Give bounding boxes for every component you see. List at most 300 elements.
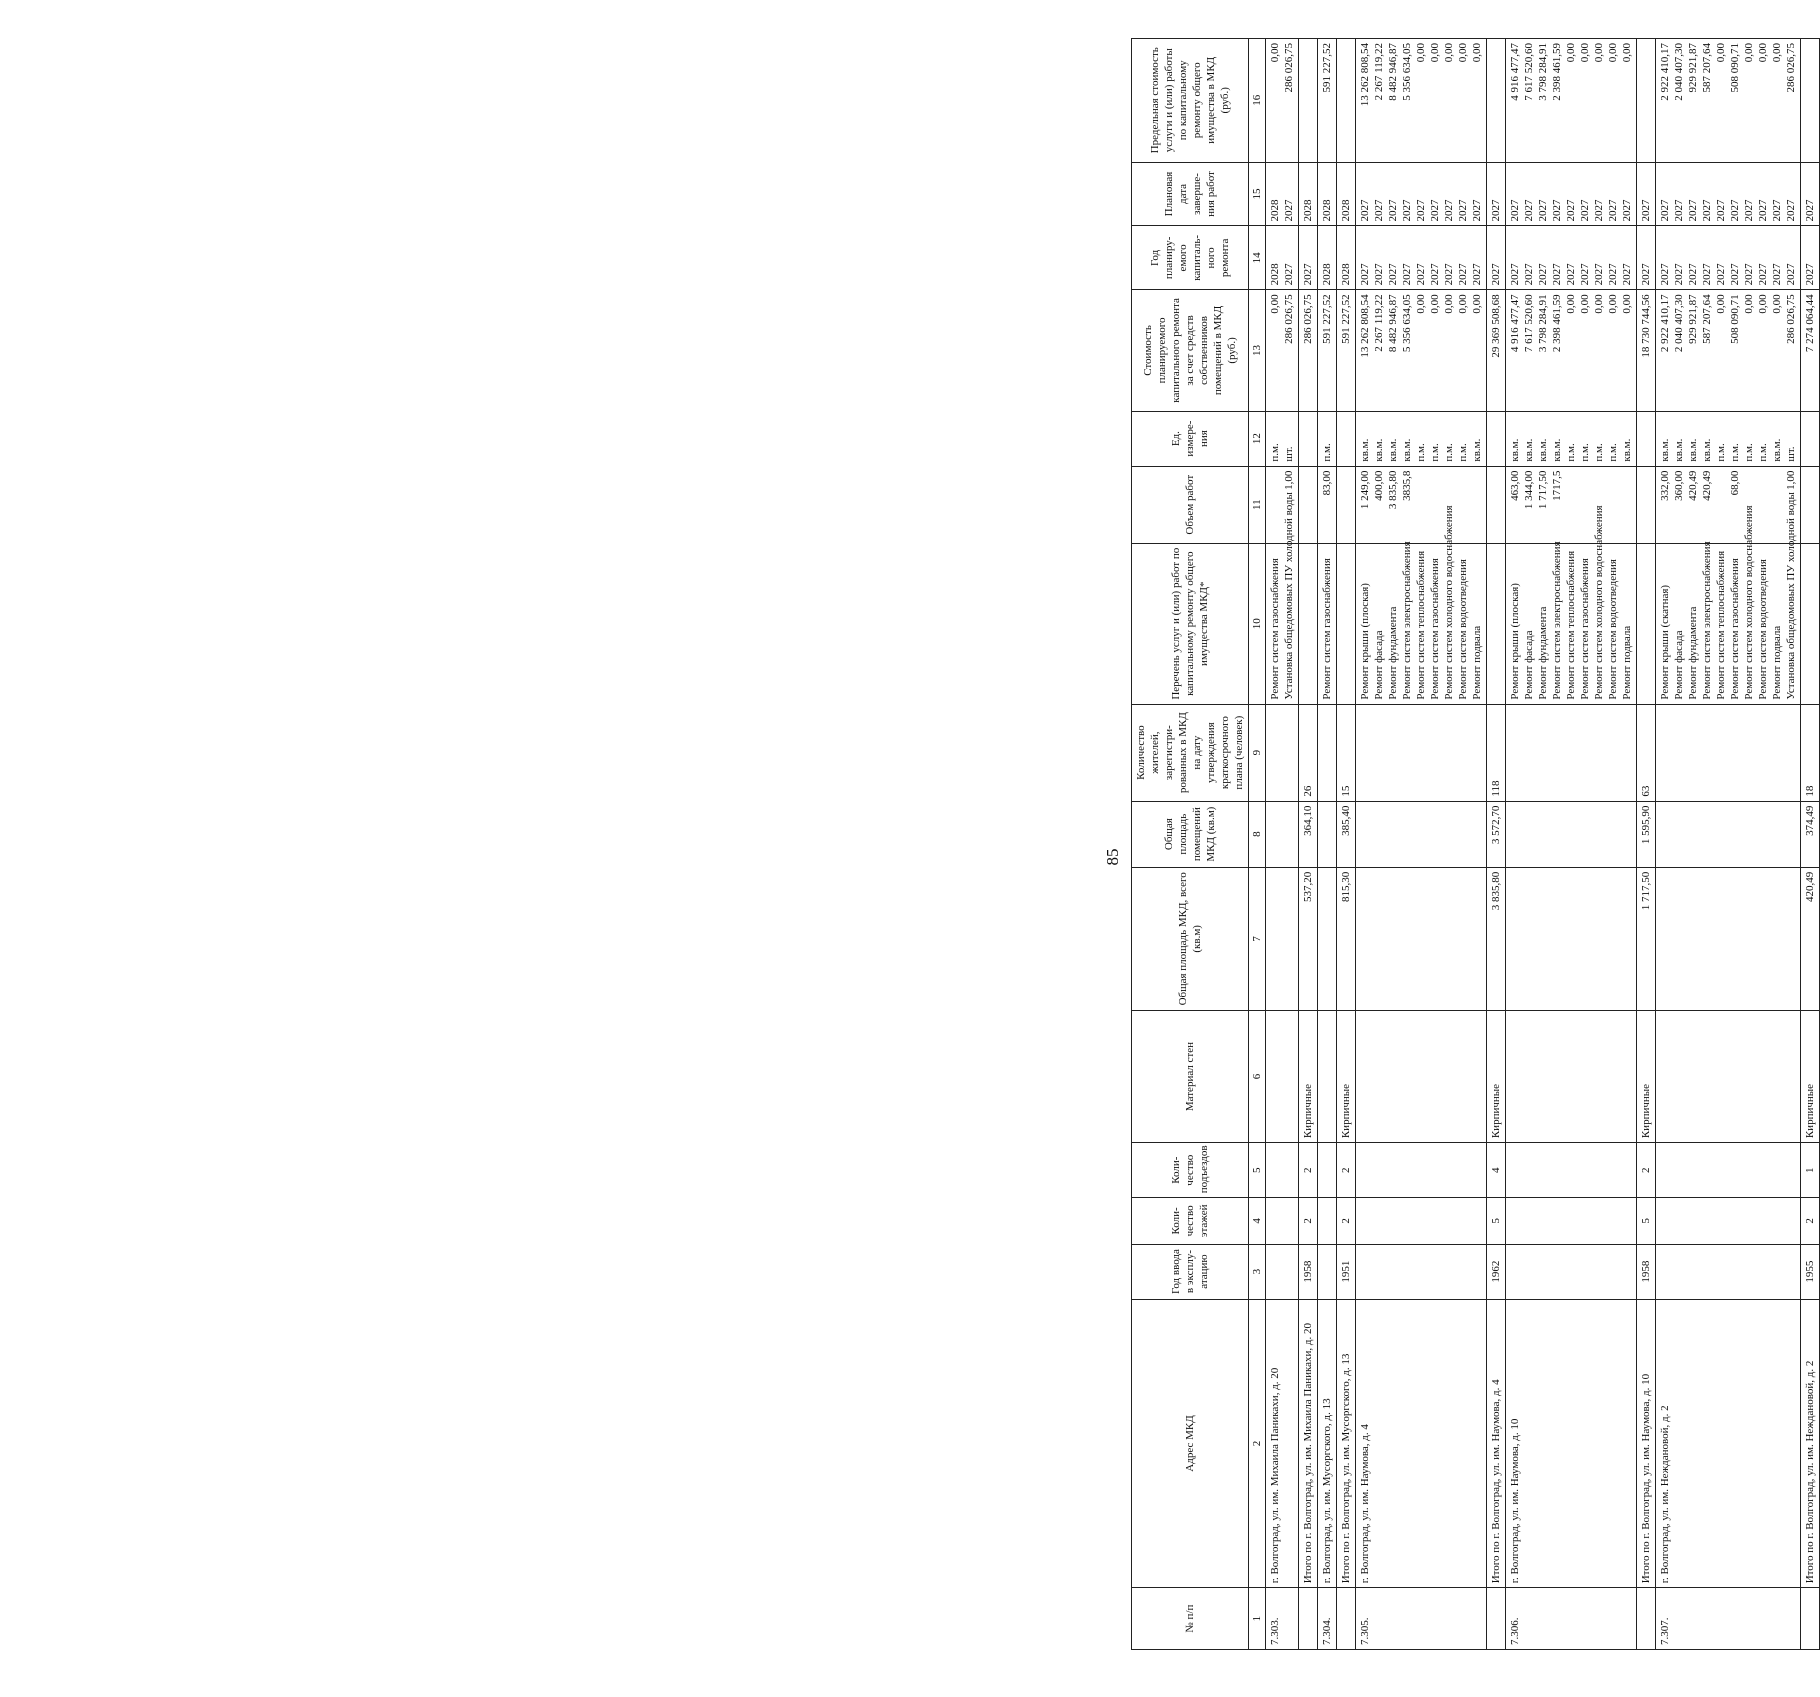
plan-year <box>1266 226 1299 290</box>
work-volume-line <box>1620 471 1634 539</box>
table-row <box>1356 39 1487 1650</box>
work-volume <box>1801 466 1820 543</box>
end-date <box>1487 162 1506 226</box>
cost <box>1487 290 1506 411</box>
work-item-line: Ремонт фасада <box>1673 630 1685 700</box>
work-item-line: Ремонт крыши (плоская) <box>1359 583 1371 700</box>
unit <box>1266 411 1299 466</box>
limit-cost-line: 2 922 410,17 <box>1659 43 1671 101</box>
column-header: Плановая дата заверше-ния работ <box>1132 162 1249 226</box>
work-item-line: Установка общедомовых ПУ холодной воды <box>1785 492 1797 700</box>
repair-plan-table <box>1131 38 1820 1650</box>
address: Итого по г. Волгоград, ул. им. Мусоргского, д. 13 <box>1337 1299 1356 1588</box>
row-number: 7.306. <box>1506 1588 1637 1650</box>
cost-line: 591 227,52 <box>1340 294 1352 344</box>
work-volume-line: 3 835,80 <box>1387 470 1399 510</box>
unit <box>1506 411 1637 466</box>
cost-line: 286 026,75 <box>1785 294 1797 344</box>
commission-year <box>1266 1244 1299 1299</box>
work-item-line: Ремонт систем водоотведения <box>1607 559 1619 700</box>
end-date-line: 2027 <box>1659 199 1671 222</box>
end-date-line: 2027 <box>1551 199 1563 222</box>
limit-cost-line: 3 798 284,91 <box>1537 43 1549 101</box>
wall-material: Кирпичные <box>1801 1010 1820 1142</box>
address: г. Волгоград, ул. им. Михаила Паникахи, д. 20 <box>1266 1299 1299 1588</box>
unit-line: кв.м. <box>1771 438 1783 462</box>
residents: 18 <box>1801 704 1820 801</box>
plan-year-line: 2027 <box>1415 263 1427 286</box>
premises-area: 1 595,90 <box>1637 801 1656 867</box>
commission-year: 1955 <box>1801 1244 1820 1299</box>
limit-cost-line: 0,00 <box>1457 43 1469 63</box>
floors: 5 <box>1637 1198 1656 1244</box>
end-date-line: 2027 <box>1579 199 1591 222</box>
unit-line: п.м. <box>1321 443 1333 462</box>
column-header: Перечень услуг и (или) работ по капитальному ремонту общего имущества МКД* <box>1132 543 1249 704</box>
unit-line: п.м. <box>1729 443 1741 462</box>
work-volume-line <box>1770 471 1784 539</box>
unit <box>1299 411 1318 466</box>
unit-line: шт. <box>1785 446 1797 462</box>
column-header: Количество жителей, зарегистри-рованных в МКД на дату утверждения краткосрочного плана (человек) <box>1132 704 1249 801</box>
end-date-line: 2027 <box>1523 199 1535 222</box>
unit <box>1337 411 1356 466</box>
floors <box>1356 1198 1487 1244</box>
premises-area: 364,10 <box>1299 801 1318 867</box>
wall-material: Кирпичные <box>1637 1010 1656 1142</box>
cost-line: 5 356 634,05 <box>1401 294 1413 353</box>
work-volume-line <box>1564 471 1578 539</box>
cost-line: 0,00 <box>1579 294 1591 314</box>
work-item-line: Ремонт подвала <box>1771 625 1783 700</box>
address: г. Волгоград, ул. им. Неждановой, д. 2 <box>1656 1299 1801 1588</box>
work-volume-line: 332,00 <box>1659 470 1671 501</box>
cost-line: 0,00 <box>1757 294 1769 314</box>
unit-line: п.м. <box>1565 443 1577 462</box>
floors <box>1318 1198 1337 1244</box>
unit-line: кв.м. <box>1621 438 1633 462</box>
cost-line: 0,00 <box>1415 294 1427 314</box>
work-volume <box>1299 466 1318 543</box>
cost-line: 0,00 <box>1621 294 1633 314</box>
total-area <box>1656 867 1801 1010</box>
unit-line: п.м. <box>1269 443 1281 462</box>
plan-year <box>1356 226 1487 290</box>
plan-year <box>1801 226 1820 290</box>
cost-line: 286 026,75 <box>1302 294 1314 344</box>
unit <box>1487 411 1506 466</box>
unit-line: п.м. <box>1429 443 1441 462</box>
cost-line: 13 262 808,54 <box>1359 294 1371 358</box>
work-item-line: Ремонт фундамента <box>1537 606 1549 700</box>
unit-line: п.м. <box>1457 443 1469 462</box>
plan-year-line: 2028 <box>1340 263 1352 286</box>
unit-line: кв.м. <box>1523 438 1535 462</box>
work-volume-line <box>1578 471 1592 539</box>
commission-year: 1962 <box>1487 1244 1506 1299</box>
work-volume-line <box>1606 471 1620 539</box>
limit-cost-line: 0,00 <box>1471 43 1483 63</box>
limit-cost-line: 7 617 520,60 <box>1523 43 1535 101</box>
cost-line: 7 274 064,44 <box>1804 294 1816 353</box>
work-volume-line <box>1756 471 1770 539</box>
plan-year-line: 2027 <box>1523 263 1535 286</box>
work-item-line: Ремонт систем газоснабжения <box>1321 558 1333 700</box>
plan-year-line: 2027 <box>1771 263 1783 286</box>
floors: 2 <box>1801 1198 1820 1244</box>
column-number: 3 <box>1249 1244 1266 1299</box>
work-item-line: Ремонт систем водоотведения <box>1757 559 1769 700</box>
floors: 2 <box>1299 1198 1318 1244</box>
work-item-line: Ремонт фасада <box>1373 630 1385 700</box>
column-number: 8 <box>1249 801 1266 867</box>
limit-cost-line: 0,00 <box>1565 43 1577 63</box>
end-date <box>1801 162 1820 226</box>
end-date-line: 2028 <box>1302 199 1314 222</box>
premises-area <box>1656 801 1801 867</box>
unit-line: п.м. <box>1579 443 1591 462</box>
end-date-line: 2027 <box>1443 199 1455 222</box>
premises-area <box>1318 801 1337 867</box>
work-volume <box>1356 466 1487 543</box>
plan-year-line: 2028 <box>1269 263 1281 286</box>
work-volume <box>1656 466 1801 543</box>
unit <box>1656 411 1801 466</box>
end-date-line: 2027 <box>1771 199 1783 222</box>
cost <box>1506 290 1637 411</box>
floors <box>1266 1198 1299 1244</box>
limit-cost <box>1637 39 1656 163</box>
column-number: 16 <box>1249 39 1266 163</box>
end-date-line: 2027 <box>1729 199 1741 222</box>
limit-cost <box>1266 39 1299 163</box>
premises-area: 3 572,70 <box>1487 801 1506 867</box>
cost <box>1337 290 1356 411</box>
plan-year-line: 2027 <box>1687 263 1699 286</box>
unit-line: кв.м. <box>1401 438 1413 462</box>
work-volume-line <box>1414 471 1428 539</box>
column-header: Год ввода в эксплу-атацию <box>1132 1244 1249 1299</box>
plan-year-line: 2027 <box>1302 263 1314 286</box>
total-area <box>1356 867 1487 1010</box>
work-item-line: Ремонт крыши (плоская) <box>1509 583 1521 700</box>
column-header: Коли-чество подъездов <box>1132 1143 1249 1198</box>
residents <box>1656 704 1801 801</box>
plan-year-line: 2027 <box>1490 263 1502 286</box>
end-date <box>1299 162 1318 226</box>
column-number: 7 <box>1249 867 1266 1010</box>
plan-year-line: 2027 <box>1373 263 1385 286</box>
limit-cost-line: 929 921,87 <box>1687 43 1699 93</box>
unit-line: п.м. <box>1415 443 1427 462</box>
limit-cost <box>1318 39 1337 163</box>
column-number: 2 <box>1249 1299 1266 1588</box>
end-date-line: 2027 <box>1387 199 1399 222</box>
end-date-line: 2027 <box>1673 199 1685 222</box>
plan-year-line: 2027 <box>1429 263 1441 286</box>
unit-line: кв.м. <box>1537 438 1549 462</box>
wall-material <box>1506 1010 1637 1142</box>
work-volume-line <box>1456 471 1470 539</box>
cost-line: 929 921,87 <box>1687 294 1699 344</box>
unit-line: кв.м. <box>1687 438 1699 462</box>
unit-line: кв.м. <box>1551 438 1563 462</box>
floors: 5 <box>1487 1198 1506 1244</box>
plan-year-line: 2027 <box>1593 263 1605 286</box>
work-volume-line: 360,00 <box>1673 470 1685 501</box>
work-item-line: Ремонт систем теплоснабжения <box>1415 550 1427 700</box>
column-header: Ед. измере-ния <box>1132 411 1249 466</box>
column-number: 6 <box>1249 1010 1266 1142</box>
end-date-line: 2027 <box>1429 199 1441 222</box>
work-volume-line <box>1268 471 1282 539</box>
limit-cost <box>1487 39 1506 163</box>
row-number <box>1801 1588 1820 1650</box>
row-number <box>1299 1588 1318 1650</box>
cost-line: 18 730 744,56 <box>1640 294 1652 358</box>
column-number: 11 <box>1249 466 1266 543</box>
plan-year-line: 2028 <box>1321 263 1333 286</box>
plan-year-line: 2027 <box>1401 263 1413 286</box>
end-date-line: 2027 <box>1283 199 1295 222</box>
cost-line: 587 207,64 <box>1701 294 1713 344</box>
commission-year <box>1356 1244 1487 1299</box>
unit <box>1637 411 1656 466</box>
column-header: № п/п <box>1132 1588 1249 1650</box>
limit-cost-line: 0,00 <box>1607 43 1619 63</box>
work-item-line: Ремонт подвала <box>1621 625 1633 700</box>
work-item-line: Ремонт систем холодного водоснабжения <box>1743 505 1755 700</box>
address: г. Волгоград, ул. им. Наумова, д. 10 <box>1506 1299 1637 1588</box>
plan-year-line: 2027 <box>1471 263 1483 286</box>
unit <box>1801 411 1820 466</box>
table-row <box>1801 39 1820 1650</box>
limit-cost-line: 0,00 <box>1443 43 1455 63</box>
work-item-line: Ремонт крыши (скатная) <box>1659 584 1671 700</box>
end-date-line: 2027 <box>1457 199 1469 222</box>
end-date <box>1656 162 1801 226</box>
end-date-line: 2027 <box>1471 199 1483 222</box>
end-date-line: 2027 <box>1509 199 1521 222</box>
cost-line: 29 369 508,68 <box>1490 294 1502 358</box>
column-header: Объем работ <box>1132 466 1249 543</box>
address: г. Волгоград, ул. им. Наумова, д. 4 <box>1356 1299 1487 1588</box>
column-number: 14 <box>1249 226 1266 290</box>
end-date-line: 2027 <box>1687 199 1699 222</box>
work-volume <box>1487 466 1506 543</box>
row-number: 7.305. <box>1356 1588 1487 1650</box>
column-header: Предельная стоимость услуги и (или) работы по капитальному ремонту общего имущества в МКД (руб.) <box>1132 39 1249 163</box>
limit-cost-line: 0,00 <box>1757 43 1769 63</box>
plan-year-line: 2027 <box>1701 263 1713 286</box>
end-date-line: 2028 <box>1269 199 1281 222</box>
work-volume-line: 68,00 <box>1729 470 1741 496</box>
total-area <box>1266 867 1299 1010</box>
work-item-line: Ремонт систем водоотведения <box>1457 559 1469 700</box>
floors <box>1656 1198 1801 1244</box>
wall-material: Кирпичные <box>1299 1010 1318 1142</box>
end-date-line: 2027 <box>1607 199 1619 222</box>
end-date-line: 2028 <box>1340 199 1352 222</box>
cost-line: 4 916 477,47 <box>1509 294 1521 353</box>
total-area <box>1506 867 1637 1010</box>
entrances: 2 <box>1299 1143 1318 1198</box>
residents <box>1266 704 1299 801</box>
end-date-line: 2027 <box>1359 199 1371 222</box>
limit-cost-line: 0,00 <box>1429 43 1441 63</box>
cost-line: 7 617 520,60 <box>1523 294 1535 353</box>
table-row <box>1506 39 1637 1650</box>
limit-cost-line: 587 207,64 <box>1701 43 1713 93</box>
plan-year-line: 2027 <box>1283 263 1295 286</box>
work-item <box>1356 505 1487 704</box>
total-area: 3 835,80 <box>1487 867 1506 1010</box>
unit-line: кв.м. <box>1701 438 1713 462</box>
work-volume-line <box>1470 471 1484 539</box>
floors <box>1506 1198 1637 1244</box>
total-area: 1 717,50 <box>1637 867 1656 1010</box>
cost <box>1656 290 1801 411</box>
plan-year-line: 2027 <box>1443 263 1455 286</box>
row-number: 7.307. <box>1656 1588 1801 1650</box>
total-area <box>1318 867 1337 1010</box>
end-date <box>1337 162 1356 226</box>
end-date-line: 2027 <box>1757 199 1769 222</box>
table-header <box>1132 39 1266 1650</box>
work-item <box>1637 543 1656 704</box>
limit-cost-line: 0,00 <box>1579 43 1591 63</box>
limit-cost <box>1506 39 1637 163</box>
plan-year-line: 2027 <box>1537 263 1549 286</box>
cost-line: 0,00 <box>1443 294 1455 314</box>
unit-line: п.м. <box>1443 443 1455 462</box>
cost-line: 0,00 <box>1607 294 1619 314</box>
cost-line: 2 267 119,22 <box>1373 294 1385 352</box>
entrances <box>1356 1143 1487 1198</box>
page-number: 85 <box>1103 848 1122 866</box>
residents: 63 <box>1637 704 1656 801</box>
plan-year-line: 2027 <box>1387 263 1399 286</box>
limit-cost <box>1356 39 1487 163</box>
row-number <box>1337 1588 1356 1650</box>
residents <box>1506 704 1637 801</box>
cost-line: 0,00 <box>1471 294 1483 314</box>
work-volume-line: 1,00 <box>1283 470 1295 490</box>
work-item-line: Ремонт систем холодного водоснабжения <box>1443 505 1455 700</box>
work-item-line: Ремонт систем теплоснабжения <box>1565 550 1577 700</box>
residents <box>1318 704 1337 801</box>
wall-material <box>1266 1010 1299 1142</box>
end-date-line: 2027 <box>1743 199 1755 222</box>
cost-line: 0,00 <box>1771 294 1783 314</box>
cost-line: 286 026,75 <box>1283 294 1295 344</box>
column-number: 9 <box>1249 704 1266 801</box>
row-number: 7.303. <box>1266 1588 1299 1650</box>
limit-cost-line: 5 356 634,05 <box>1401 43 1413 101</box>
cost-line: 0,00 <box>1457 294 1469 314</box>
work-item <box>1337 543 1356 704</box>
cost-line: 508 090,71 <box>1729 294 1741 344</box>
plan-year <box>1487 226 1506 290</box>
end-date-line: 2027 <box>1565 199 1577 222</box>
work-item <box>1656 492 1801 704</box>
end-date <box>1506 162 1637 226</box>
limit-cost-line: 0,00 <box>1621 43 1633 63</box>
work-item-line: Ремонт фундамента <box>1687 606 1699 700</box>
limit-cost-line: 286 026,75 <box>1283 43 1295 93</box>
work-volume-line: 1 717,50 <box>1537 470 1549 510</box>
cost-line: 0,00 <box>1269 294 1281 314</box>
unit <box>1356 411 1487 466</box>
premises-area: 385,40 <box>1337 801 1356 867</box>
premises-area <box>1266 801 1299 867</box>
plan-year-line: 2027 <box>1457 263 1469 286</box>
plan-year <box>1299 226 1318 290</box>
plan-year-line: 2027 <box>1743 263 1755 286</box>
plan-year-line: 2027 <box>1757 263 1769 286</box>
work-item-line: Ремонт систем холодного водоснабжения <box>1593 505 1605 700</box>
column-number: 13 <box>1249 290 1266 411</box>
table-row <box>1299 39 1318 1650</box>
unit-line: п.м. <box>1715 443 1727 462</box>
residents <box>1356 704 1487 801</box>
end-date-line: 2027 <box>1715 199 1727 222</box>
entrances: 2 <box>1337 1143 1356 1198</box>
end-date-line: 2027 <box>1537 199 1549 222</box>
table-row <box>1337 39 1356 1650</box>
end-date-line: 2027 <box>1593 199 1605 222</box>
wall-material: Кирпичные <box>1487 1010 1506 1142</box>
end-date-line: 2027 <box>1701 199 1713 222</box>
wall-material <box>1656 1010 1801 1142</box>
column-header: Стоимость планируемого капитального ремонта за счет средств собственников помещений в МКД (руб.) <box>1132 290 1249 411</box>
table-row <box>1487 39 1506 1650</box>
work-volume-line: 463,00 <box>1509 470 1521 501</box>
plan-year-line: 2027 <box>1359 263 1371 286</box>
work-volume-line: 420,49 <box>1687 470 1699 501</box>
limit-cost-line: 13 262 808,54 <box>1359 43 1371 107</box>
work-item <box>1266 492 1299 704</box>
column-number: 5 <box>1249 1143 1266 1198</box>
plan-year <box>1506 226 1637 290</box>
cost-line: 0,00 <box>1429 294 1441 314</box>
limit-cost-line: 2 267 119,22 <box>1373 43 1385 101</box>
work-item-line: Ремонт фундамента <box>1387 606 1399 700</box>
floors: 2 <box>1337 1198 1356 1244</box>
work-item-line: Ремонт систем электроснабжения <box>1401 541 1413 700</box>
end-date <box>1356 162 1487 226</box>
limit-cost-line: 508 090,71 <box>1729 43 1741 93</box>
entrances: 4 <box>1487 1143 1506 1198</box>
commission-year <box>1506 1244 1637 1299</box>
column-header: Год планиру-емого капиталь-ного ремонта <box>1132 226 1249 290</box>
cost-line: 0,00 <box>1743 294 1755 314</box>
column-number: 12 <box>1249 411 1266 466</box>
work-item-line: Ремонт систем газоснабжения <box>1579 558 1591 700</box>
work-volume-line: 83,00 <box>1321 470 1333 496</box>
address: Итого по г. Волгоград, ул. им. Наумова, д. 4 <box>1487 1299 1506 1588</box>
premises-area <box>1356 801 1487 867</box>
commission-year: 1951 <box>1337 1244 1356 1299</box>
work-volume-line: 1,00 <box>1785 470 1797 490</box>
total-area: 537,20 <box>1299 867 1318 1010</box>
cost-line: 2 922 410,17 <box>1659 294 1671 353</box>
limit-cost-line: 8 482 946,87 <box>1387 43 1399 101</box>
plan-year <box>1337 226 1356 290</box>
column-header: Адрес МКД <box>1132 1299 1249 1588</box>
plan-year-line: 2027 <box>1729 263 1741 286</box>
work-volume-line: 420,49 <box>1701 470 1713 501</box>
